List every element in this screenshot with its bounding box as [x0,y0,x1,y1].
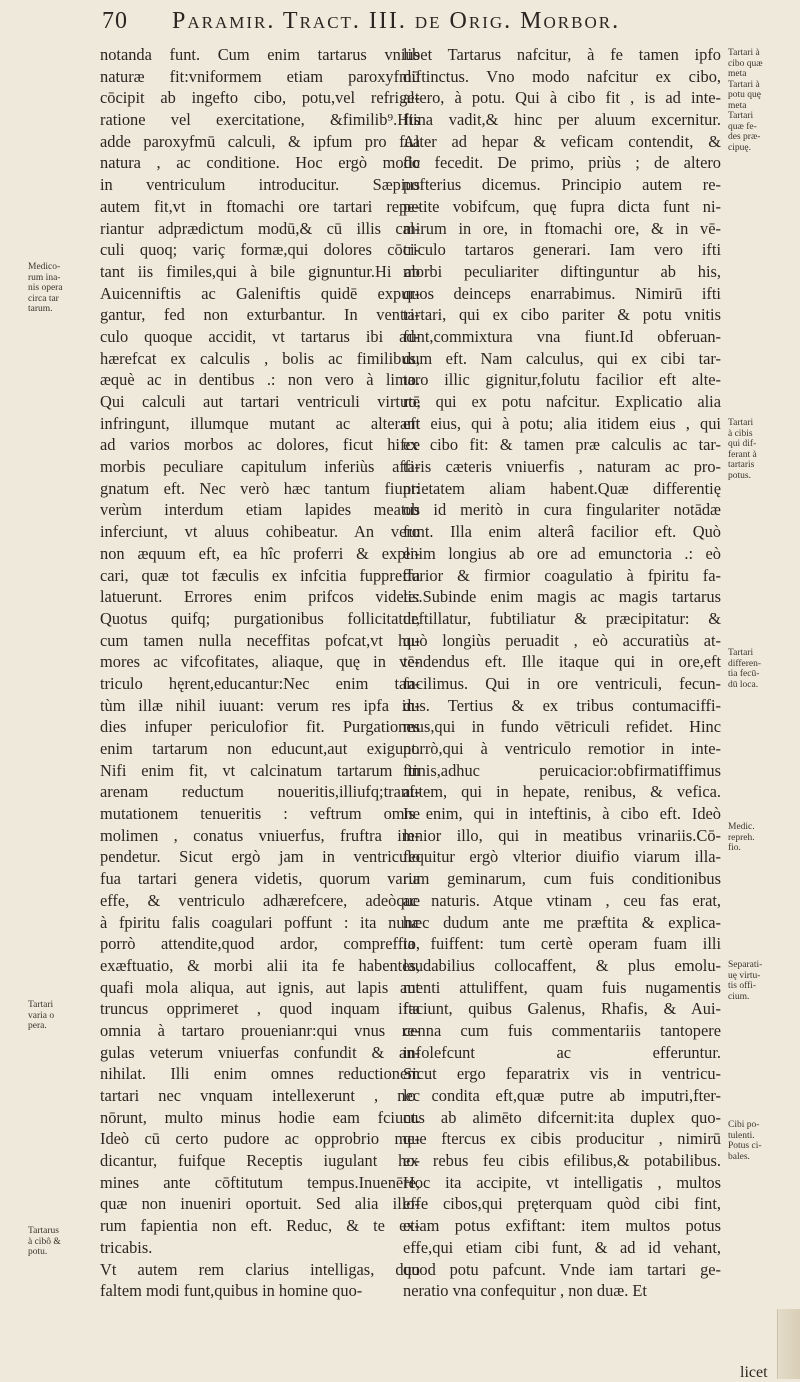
margin-note [728,960,794,1002]
text-line: cōcipit ab ingefto cibo, potu,vel refrige- [100,88,420,108]
text-line: natura , ac conditione. Hoc ergò modo [100,153,420,173]
text-line: faltem modi funt,quibus in homine quo- [100,1281,363,1301]
margin-note-line: repreh. [728,832,755,843]
text-line: laudabilius collocaffent, & plus emolu- [403,955,721,975]
running-title: Paramir. Tract. III. de Orig. Morbor. [172,8,621,34]
margin-note-line: tia fecū- [728,669,760,679]
text-line: durior & firmior coagulatio à fpiritu fa- [403,565,721,585]
text-line: lo condita eft,quæ putre ab imputri,fter- [403,1086,721,1105]
text-line: lis.Subinde enim magis ac magis tartarus [403,587,721,607]
margin-note-line: tartaris [728,460,755,470]
margin-note-line: Tartari à [728,79,760,90]
text-line: gulas veterum vniuerfas confundit & an- [100,1042,420,1062]
text-line: Hoc ita accipite, vt intelligatis , multos [403,1172,721,1192]
text-line: ad varios morbos ac dolores, ficut hifce [100,435,420,455]
margin-note-line: rum ina- [28,272,61,283]
text-line: dus. Tertius & ex tribus contumaciffi- [403,695,721,715]
text-line: tartari nec vnquam intellexerunt , nec [100,1086,420,1105]
text-line: in ventriculum introducitur. Sæpius [100,175,420,195]
text-line: riantur adprædictum modū,& cū illis cal- [100,218,420,238]
margin-note-line: des præ- [728,132,761,142]
text-line: tant iis fimiles,qui à bile gignuntur.Hi ab [100,261,420,281]
margin-note-line: Cibi po- [728,1120,760,1130]
text-line: ro, qui ex potu nafcitur. Explicatio alia [403,392,721,411]
margin-note [28,1000,94,1032]
margin-note-line: Medic. [728,822,755,832]
margin-note-line: cibo quæ [728,58,763,69]
text-line: mus,qui in fundo vētriculi refidet. Hinc [403,717,721,737]
margin-note-line: tis offi- [728,981,757,991]
text-line: Auicenniftis ac Galeniftis quidē expur- [100,283,420,303]
text-line: ex cibo fit: & tamen præ calculis ac tar- [403,435,721,455]
text-line: pofterius dicemus. Principio autem re- [403,175,721,195]
text-line: lenior illo, qui in meatibus vrinariis.Cō- [403,825,721,845]
text-line: Sicut ergo feparatrix vis in ventricu- [403,1064,721,1084]
text-line: quò longiùs peruadit , eò accuratiùs at- [403,630,721,650]
text-line: quod potu pafcunt. Vnde iam tartari ge- [403,1259,721,1279]
text-line: Qui calculi aut tartari ventriculi virtutē [100,392,420,411]
text-line: mirum in ore, in ftomachi ore, & in vē- [403,218,721,238]
text-line: Nifi enim fit, vt calcinatum tartarum in [100,760,420,780]
margin-note-line: differen- [728,658,762,669]
text-line: ftinis,adhuc peruicacior:obfirmatiffimus [403,760,721,780]
margin-note-line: Tartari [728,648,754,658]
text-line: morbi peculiariter diftinguntur ab his, [403,261,721,281]
margin-note [728,1120,794,1162]
margin-note-line: cipuę. [728,142,751,153]
page-edge [777,1309,800,1379]
margin-note [28,262,94,315]
text-line: quafi mola aliqua, aut ignis, aut lapis aut [100,977,420,997]
text-line: mores ac vifcofitates, aliaque, quę in vē- [100,652,420,672]
text-line: que ftercus ex cibis producitur , nimirū [403,1129,721,1149]
text-line: cum tamen nulla neceffitas pofcat,vt hu- [100,630,420,650]
text-line: rum fapientia non eft. Reduc, & te ex- [100,1216,420,1236]
text-line: ta fuiffent: tum certè operam fuam illi [403,934,721,954]
text-line: Quotus quifq; purgationibus follicitatur, [100,608,420,628]
margin-note-line: qui dif- [728,439,757,449]
text-line: à fpiritu falis coagulari poffunt : ita nunc [100,912,420,932]
text-line: triculo hęrent,educantur:Nec enim tan- [100,673,420,693]
text-line: petite vobifcum, quę fupra dicta funt ni- [403,196,721,216]
text-line: Vt autem rem clarius intelligas, duo [100,1259,420,1279]
text-line: neratio vna confequitur , non duæ. Et [403,1281,647,1301]
text-line: porrò attendite,quod ardor, compreffio, [100,934,420,954]
text-line: culi quoq; variç formæ,qui dolores cōci- [100,240,420,260]
catchword: licet [740,1364,768,1381]
text-line: ratione vel exercitatione, &fimilib⁹.His [100,110,420,130]
text-line: morbis peculiare capitulum inferiùs affi- [100,457,420,477]
text-line: tendendus eft. Ille itaque qui in ore,eft [403,652,721,672]
text-line: taris cæteris vniuerfis , naturam ac pro- [403,457,721,477]
text-line: prietatem aliam habent.Quæ differentię [403,478,721,498]
margin-note-line: Tartari [728,111,754,121]
text-line: non æquum eft, ea hîc proferri & expli- [100,543,420,563]
text-line: enim tartarum non educunt,aut exigunt. [100,739,420,758]
text-line: cenna cum fuis commentariis tantopere [403,1020,721,1040]
text-line: nihilat. Illi enim omnes reductionem [100,1064,420,1084]
text-line: dum eft. Nam calculus, qui ex cibi tar- [403,348,721,368]
text-line: faciunt, quibus Galenus, Rhafis, & Aui- [403,999,721,1019]
text-line: diftinctus. Vno modo nafcitur ex cibo, [403,66,721,86]
margin-note-line: meta [728,100,747,111]
text-line: pendetur. Sicut ergò jam in ventriculo [100,847,420,867]
text-line: molimen , conatus vniuerfus, fruftra im- [100,825,420,845]
margin-note [728,648,794,690]
text-line: eft eius, qui à potu; alia itidem eius , qui [403,413,721,433]
margin-note-line: Tartari [728,418,754,428]
text-line: truncus opprimeret , quod inquam ifta [100,999,420,1019]
text-line: æquè ac in dentibus .: non vero à limo. [100,370,420,390]
margin-note-line: dū loca. [728,679,759,690]
text-line: autem, qui in hepate, renibus, & vefica. [403,782,721,802]
text-line: Is enim, qui in inteftinis, à cibo eft. Ideò [403,804,721,824]
text-line: quæ non inueniri oportuit. Sed alia illo- [100,1194,420,1214]
running-header [72,4,792,40]
text-line: altero, à potu. Qui à cibo fit , is ad inte- [403,88,721,108]
text-line: infringunt, illumque mutant ac alterant [100,413,420,433]
margin-note-line: cium. [728,991,750,1002]
text-line: gnatum eft. Nec verò hæc tantum fiunt: [100,478,420,498]
margin-note-line: ferant à [728,449,757,460]
text-line: hærefcat ex calculis , bolis ac fimilibus, [100,348,420,368]
text-line: funt,commixtura vna fiunt.Id obferuan- [403,326,721,346]
text-line: ac naturis. Atque vtinam , ceu fas erat, [403,890,721,910]
text-line: naturæ fit:vniformem etiam paroxyfmū [100,66,420,86]
margin-note-line: Tartari [28,1000,54,1010]
text-line: adde paroxyfmū calculi, & ipfum pro fua [100,131,420,151]
text-line: ob id meritò in cura fingulariter notādæ [403,500,721,520]
margin-note [728,418,794,481]
margin-note-line: pera. [28,1021,47,1031]
margin-note-line: à cibis [728,428,753,439]
margin-note-line: varia o [28,1010,55,1021]
text-line: dies infuper periculofior fit. Purgationes [100,717,420,737]
text-line: ex rebus feu cibis efilibus,& potabilibus. [403,1151,721,1171]
text-line: fic fecedit. De primo, priùs ; de altero [403,153,721,173]
text-line: deftillatur, fubtiliatur & præcipitatur: & [403,608,721,628]
left-text-column [100,44,420,1302]
text-line: effe, & ventriculo adhærefcere, adeòque [100,890,420,910]
text-line: tricabis. [100,1237,153,1257]
text-line: triculo tartaros generari. Iam vero ifti [403,240,721,260]
margin-note-line: quæ fe- [728,121,757,132]
text-line: Alter ad hepar & veficam contendit, & [403,131,721,151]
margin-note-line: Medico- [28,262,61,272]
text-line: cus ab alimēto difcernit:ita duplex quo- [403,1107,721,1127]
text-line: effe,qui etiam cibi funt, & ad id vehant, [403,1237,721,1257]
margin-note-line: nis opera [28,283,63,293]
text-line: gantur, fed non exturbantur. In ventri- [100,305,420,325]
margin-note [728,822,794,854]
text-line: culo quoque accidit, vt tartarus ibi ad- [100,326,420,346]
margin-note-line: potus. [728,470,751,481]
margin-note-line: potu. [28,1247,48,1257]
margin-note [28,1226,94,1258]
text-line: porrò,qui à ventriculo remotior in inte- [403,739,721,758]
margin-note-line: uę virtu- [728,970,761,981]
text-line: omnia à tartaro prouenianr:qui vnus re- [100,1020,420,1040]
margin-note-line: meta [728,69,747,79]
margin-note [728,48,794,153]
text-line: etiam potus exfiftant: item multos potus [403,1216,721,1236]
text-line: cari, quæ tot fæculis ex infcitia fuppreffa [100,565,420,585]
text-line: tartari, qui ex cibo pariter & potu vnitis [403,305,721,325]
text-line: fequitur ergò vlterior diuifio viarum illa- [403,847,721,867]
margin-note-line: tarum. [28,304,53,314]
margin-note-line: Potus ci- [728,1141,762,1151]
text-line: mutationem tenueritis : veftrum omne [100,804,420,824]
margin-note-line: Tartarus [28,1226,59,1236]
margin-note-line: potu quę [728,90,761,100]
text-line: infolefcunt ac efferuntur. [403,1042,721,1062]
text-line: facilimus. Qui in ore ventriculi, fecun- [403,673,721,693]
text-line: verùm interdum etiam lapides meatus [100,500,420,520]
text-line: nōrunt, multo minus hodie eam fciunt. [100,1107,420,1127]
margin-note-line: Separati- [728,960,763,970]
text-line: Ideò cū certo pudore ac opprobrio me- [100,1129,420,1149]
text-line: taro illic gignitur,folutu facilior eft alte- [403,370,721,390]
margin-note-line: tulenti. [728,1130,755,1141]
margin-note-line: fio. [728,843,741,853]
text-line: tùm illæ nihil iuuant: verum res ipfa in- [100,695,420,715]
margin-note-line: bales. [728,1151,750,1162]
text-line: effe cibos,qui pręterquam quòd cibi fint, [403,1194,721,1214]
text-line: autem fit,vt in ftomachi ore tartari repe- [100,196,420,216]
text-line: funt. Illa enim alterâ facilior eft. Quò [403,522,721,542]
page-number: 70 [102,8,128,34]
text-line: arenam reductum noueritis,illiufq;tranf- [100,782,420,802]
margin-note-line: circa tar [28,293,59,304]
text-line: notanda funt. Cum enim tartarus vnius [100,45,420,64]
text-line: dicantur, fuifque Receptis iugulant ho- [100,1151,420,1171]
margin-note-line: à cibô & [28,1236,61,1247]
text-line: hæc dudum ante me præftita & explica- [403,912,721,932]
text-line: rum geminarum, cum fuis conditionibus [403,869,721,889]
text-line: latuerunt. Errores enim prifcos videte: [100,587,420,607]
text-line: quos deinceps enarrabimus. Nimirū ifti [403,283,721,303]
text-line: inferciunt, vt aluus cohibeatur. An vero [100,522,420,542]
text-line: ftina vadit,& hinc per aluum excernitur. [403,110,721,130]
right-text-column [403,44,721,1302]
text-line: libet Tartarus nafcitur, à fe tamen ipfo [403,45,721,64]
margin-note-line: Tartari à [728,48,760,58]
text-line: exæftuatio, & morbi alii ita fe habentes, [100,955,420,975]
text-line: menti attuliffent, quam fuis nugamentis [403,977,721,997]
text-line: mines ante cōftitutum tempus.Inuenēre, [100,1172,420,1192]
text-line: enim longius ab ore ad emunctoria .: eò [403,543,721,563]
text-line: fua tartari genera videtis, quorum varia [100,869,420,889]
